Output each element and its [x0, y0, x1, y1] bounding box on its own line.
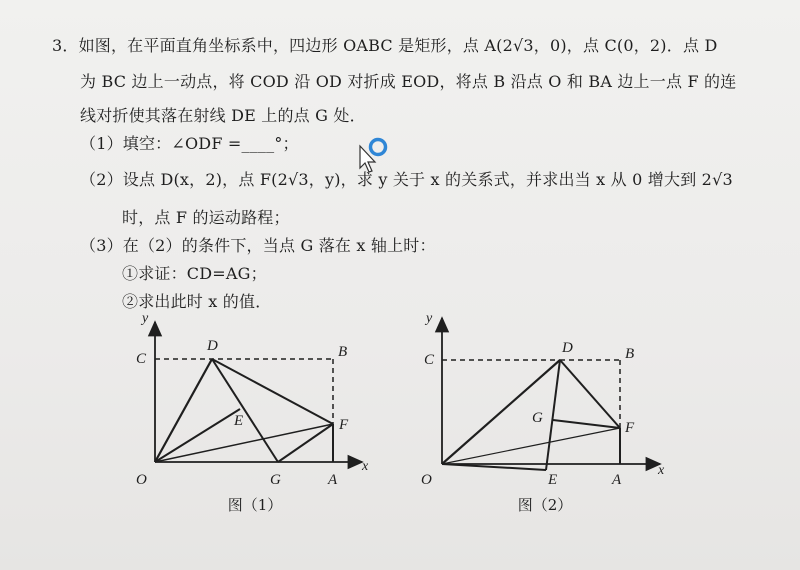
problem-line-1: 3．如图，在平面直角坐标系中，四边形 OABC 是矩形，点 A(2√3，0)，点 C(0，2)．点 D [52, 36, 718, 55]
fig2-label-x: x [658, 463, 665, 478]
fig2-label-G: G [532, 410, 543, 426]
fig2-label-B: B [625, 346, 635, 362]
fig1-label-G: G [270, 472, 281, 488]
fig1-label-D: D [207, 338, 218, 354]
fig1-label-E: E [234, 413, 244, 429]
question-2b: 时，点 F 的运动路程； [122, 208, 290, 227]
question-2a: （2）设点 D(x，2)，点 F(2√3，y)，求 y 关于 x 的关系式，并求出当 x 从 0 增大到 2√3 [80, 170, 733, 189]
fig2-label-F: F [625, 420, 635, 436]
fig2-seg-GF [553, 420, 620, 428]
fig2-label-D: D [562, 340, 573, 356]
question-3: （3）在（2）的条件下，当点 G 落在 x 轴上时： [80, 236, 436, 255]
figure-1-caption: 图（1） [227, 496, 283, 514]
fig2-seg-OF [442, 428, 620, 464]
fig1-label-B: B [338, 344, 348, 360]
fig1-label-A: A [328, 472, 338, 488]
fig2-label-O: O [421, 472, 432, 488]
fig2-label-E: E [548, 472, 558, 488]
fig1-label-F: F [339, 417, 349, 433]
fig1-label-C: C [136, 351, 147, 367]
question-1: （1）填空：∠ODF =____°； [80, 134, 299, 153]
problem-line-2: 为 BC 边上一动点，将 COD 沿 OD 对折成 EOD，将点 B 沿点 O 和 BA 边上一点 F 的连 [80, 72, 737, 91]
pointer-cursor-icon [356, 136, 392, 176]
fig2-label-y: y [426, 311, 433, 326]
question-3a: ①求证：CD=AG； [122, 264, 267, 283]
question-3b: ②求出此时 x 的值． [122, 292, 272, 311]
fig2-seg-DF [560, 360, 620, 428]
fig2-label-C: C [424, 352, 435, 368]
figure-2-caption: 图（2） [517, 496, 573, 514]
fig2-seg-DE [546, 360, 560, 470]
fig1-label-x: x [362, 459, 369, 474]
fig1-label-y: y [142, 311, 149, 326]
fig1-label-O: O [136, 472, 147, 488]
fig2-label-A: A [612, 472, 622, 488]
problem-line-3: 线对折使其落在射线 DE 上的点 G 处． [80, 106, 366, 125]
